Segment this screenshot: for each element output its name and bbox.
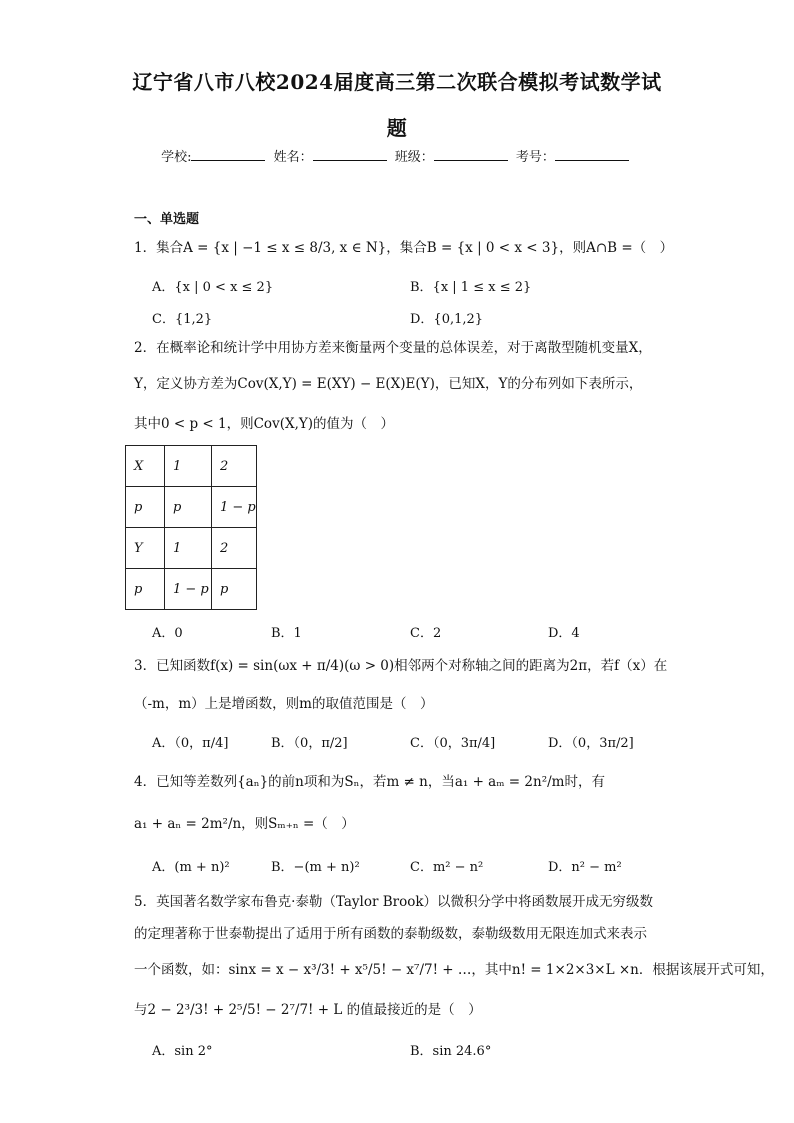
question-3-option-d[interactable]: D．（0，3π/2] xyxy=(548,736,634,751)
section-heading: 一、单选题 xyxy=(134,212,200,227)
question-1-option-c[interactable]: C．{1,2} xyxy=(152,312,213,327)
question-4-stem-line1: 4．已知等差数列{aₙ}的前n项和为Sₙ，若m ≠ n，当a₁ + aₘ = 2n²/m时，有 xyxy=(134,774,605,790)
table-cell: p xyxy=(126,487,165,528)
distribution-table xyxy=(125,445,257,610)
question-5-stem-line1: 5．英国著名数学家布鲁克·泰勒（Taylor Brook）以微积分学中将函数展开成无穷级数 xyxy=(134,894,654,910)
question-3-stem-line1: 3．已知函数f(x) = sin(ωx + π/4)(ω > 0)相邻两个对称轴之间的距离为2π，若f（x）在 xyxy=(134,658,668,674)
table-cell: Y xyxy=(126,528,165,569)
school-label: 学校: xyxy=(161,150,192,165)
question-1-option-d[interactable]: D．{0,1,2} xyxy=(410,312,484,327)
table-row xyxy=(126,446,257,487)
question-1-option-a[interactable]: A．{x | 0 < x ≤ 2} xyxy=(152,280,274,295)
table-cell: X xyxy=(126,446,165,487)
table-cell: p xyxy=(165,487,212,528)
question-5-stem-line4: 与2 − 2³/3! + 2⁵/5! − 2⁷/7! + L 的值最接近的是（ ） xyxy=(134,1002,482,1018)
table-cell: 2 xyxy=(212,446,257,487)
question-2-stem-line2: Y，定义协方差为Cov(X,Y) = E(XY) − E(X)E(Y)，已知X，Y的分布列如下表所示， xyxy=(134,376,643,392)
exam-title-line2: 题 xyxy=(386,116,408,140)
question-4-option-c[interactable]: C．m² − n² xyxy=(410,860,484,875)
question-3-option-c[interactable]: C．（0，3π/4] xyxy=(410,736,496,751)
question-5-stem-line3: 一个函数，如：sinx = x − x³/3! + x⁵/5! − x⁷/7! + …，其中n! = 1×2×3×L ×n．根据该展开式可知， xyxy=(134,962,774,978)
class-label: 班级： xyxy=(394,150,434,165)
question-5-stem-line2: 的定理著称于世泰勒提出了适用于所有函数的泰勒级数，泰勒级数用无限连加式来表示 xyxy=(134,926,647,942)
question-5-option-a[interactable]: A．sin 2° xyxy=(152,1044,213,1059)
class-blank[interactable] xyxy=(434,148,508,161)
table-cell: 1 xyxy=(165,446,212,487)
question-4-option-a[interactable]: A．(m + n)² xyxy=(152,860,230,875)
question-3-stem-line2: （-m，m）上是增函数，则m的取值范围是（ ） xyxy=(134,696,434,712)
table-row xyxy=(126,487,257,528)
question-3-option-a[interactable]: A．（0，π/4] xyxy=(152,736,229,751)
question-1-stem: 1．集合A = {x | −1 ≤ x ≤ 8/3, x ∈ N}，集合B = {x | 0 < x < 3}，则A∩B =（ ） xyxy=(134,240,674,256)
table-cell: p xyxy=(126,569,165,610)
question-4-option-d[interactable]: D．n² − m² xyxy=(548,860,622,875)
table-cell: 1 − p xyxy=(165,569,212,610)
question-2-stem-line3: 其中0 < p < 1，则Cov(X,Y)的值为（ ） xyxy=(134,416,395,432)
table-cell: 2 xyxy=(212,528,257,569)
question-2-option-b[interactable]: B．1 xyxy=(271,626,302,641)
question-2-stem-line1: 2．在概率论和统计学中用协方差来衡量两个变量的总体误差，对于离散型随机变量X， xyxy=(134,340,652,356)
table-cell: 1 − p xyxy=(212,487,257,528)
question-5-option-b[interactable]: B．sin 24.6° xyxy=(410,1044,492,1059)
question-1-option-b[interactable]: B．{x | 1 ≤ x ≤ 2} xyxy=(410,280,532,295)
name-label: 姓名： xyxy=(273,150,313,165)
question-4-stem-line2: a₁ + aₙ = 2m²/n，则Sₘ₊ₙ =（ ） xyxy=(134,816,355,832)
question-2-option-c[interactable]: C．2 xyxy=(410,626,442,641)
question-2-option-a[interactable]: A．0 xyxy=(152,626,183,641)
question-3-option-b[interactable]: B．（0，π/2] xyxy=(271,736,348,751)
student-info-row xyxy=(0,146,794,165)
table-cell: 1 xyxy=(165,528,212,569)
table-cell: p xyxy=(212,569,257,610)
school-blank[interactable] xyxy=(191,148,265,161)
question-2-option-d[interactable]: D．4 xyxy=(548,626,580,641)
number-blank[interactable] xyxy=(555,148,629,161)
exam-title-line1: 辽宁省八市八校2024届度高三第二次联合模拟考试数学试 xyxy=(132,70,662,94)
table-row xyxy=(126,528,257,569)
name-blank[interactable] xyxy=(313,148,387,161)
number-label: 考号： xyxy=(515,150,555,165)
table-row xyxy=(126,569,257,610)
question-4-option-b[interactable]: B．−(m + n)² xyxy=(271,860,360,875)
